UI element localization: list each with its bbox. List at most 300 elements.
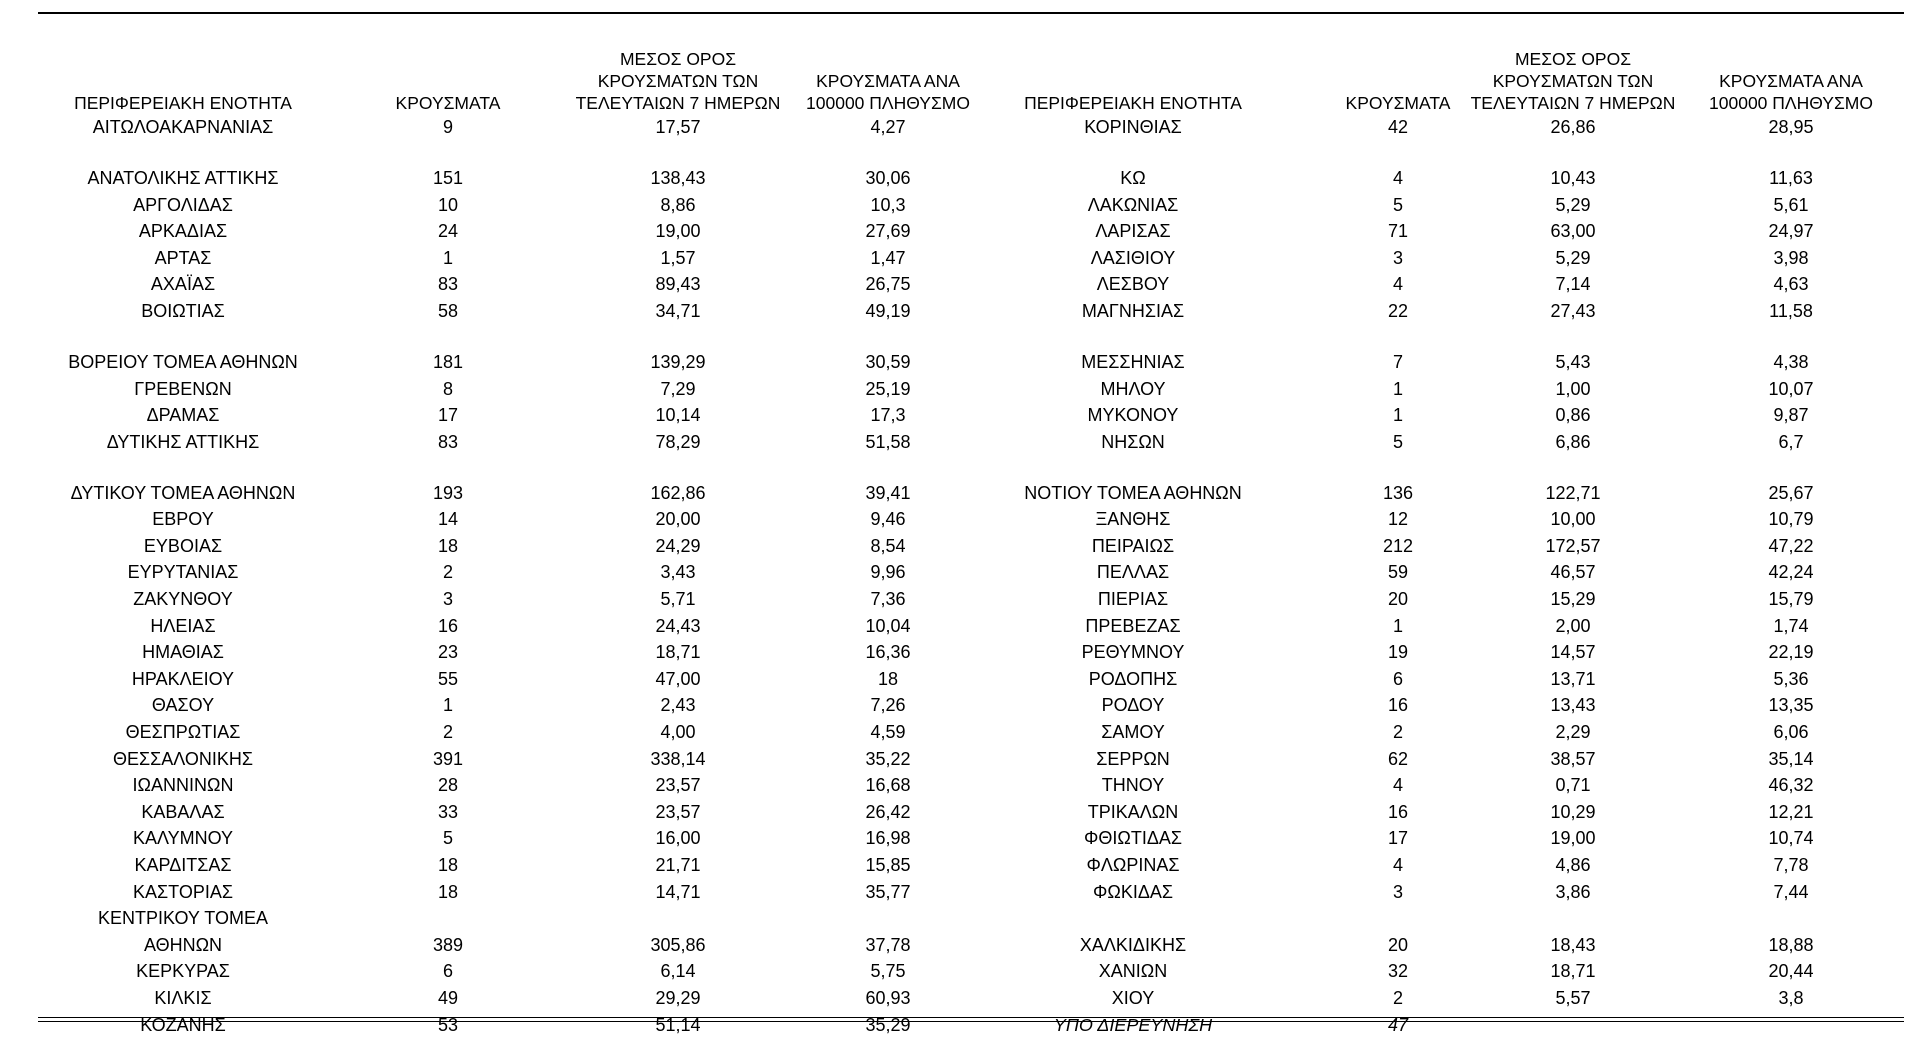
table-row xyxy=(38,932,1904,959)
cell-cases-left: 2 xyxy=(442,562,453,583)
cell-cases-right: 16 xyxy=(1387,801,1409,822)
table-row xyxy=(38,746,1904,773)
cell-cases-right: 4 xyxy=(1392,167,1403,188)
cell-avg7-left: 138,43 xyxy=(650,167,706,188)
cell-avg7-left: 51,14 xyxy=(655,1014,701,1035)
cell-region-left: ΕΒΡΟΥ xyxy=(152,509,214,530)
cell-per100k-left: 26,42 xyxy=(865,801,911,822)
table-row xyxy=(38,1012,1904,1038)
table-body xyxy=(38,114,1904,1038)
cell-avg7-left: 5,71 xyxy=(660,589,696,610)
cell-cases-left: 3 xyxy=(442,589,453,610)
cell-avg7-right: 2,00 xyxy=(1555,615,1591,636)
cell-cases-right: 47 xyxy=(1387,1014,1409,1035)
cell-avg7-left: 16,00 xyxy=(655,828,701,849)
cell-cases-right: 17 xyxy=(1387,828,1409,849)
cell-region-left: ΑΙΤΩΛΟΑΚΑΡΝΑΝΙΑΣ xyxy=(92,117,274,137)
cell-per100k-left: 37,78 xyxy=(865,934,911,955)
cell-per100k-right: 10,74 xyxy=(1768,828,1814,849)
cell-region-left: ΚΕΡΚΥΡΑΣ xyxy=(136,961,230,982)
cell-region-right: ΛΕΣΒΟΥ xyxy=(1096,274,1170,295)
cell-region-left: ΚΑΣΤΟΡΙΑΣ xyxy=(133,881,233,902)
cell-region-left: ΑΘΗΝΩΝ xyxy=(143,934,223,955)
cell-cases-right: 16 xyxy=(1387,695,1409,716)
cell-cases-left: 28 xyxy=(437,775,459,796)
header-cases-left: ΚΡΟΥΣΜΑΤΑ xyxy=(395,93,501,113)
cell-per100k-right xyxy=(1678,905,1904,932)
cell-cases-left: 49 xyxy=(437,987,459,1008)
cell-per100k-left: 10,04 xyxy=(865,615,911,636)
table-row xyxy=(38,825,1904,852)
table-row xyxy=(38,192,1904,219)
cell-per100k-left: 49,19 xyxy=(865,300,911,321)
cell-region-left: ΚΙΛΚΙΣ xyxy=(154,987,212,1008)
cell-region-left: ΚΟΖΑΝΗΣ xyxy=(140,1014,226,1035)
cell-per100k-left: 17,3 xyxy=(870,405,906,426)
cell-avg7-right: 13,43 xyxy=(1550,695,1596,716)
cell-cases-left: 83 xyxy=(437,431,459,452)
cell-cases-right: 3 xyxy=(1392,881,1403,902)
cell-avg7-right: 122,71 xyxy=(1545,482,1601,503)
cell-region-left: ΔΥΤΙΚΗΣ ΑΤΤΙΚΗΣ xyxy=(106,431,260,452)
cell-cases-right: 4 xyxy=(1392,274,1403,295)
cell-avg7-right: 13,71 xyxy=(1550,668,1596,689)
cell-region-left: ΗΡΑΚΛΕΙΟΥ xyxy=(131,668,235,689)
cell-region-left: ΚΑΛΥΜΝΟΥ xyxy=(132,828,234,849)
cell-per100k-left: 30,06 xyxy=(865,167,911,188)
table-row xyxy=(38,905,1904,932)
cell-cases-left: 23 xyxy=(437,642,459,663)
cell-avg7-right: 10,43 xyxy=(1550,167,1596,188)
cell-region-left: ΔΡΑΜΑΣ xyxy=(146,405,220,426)
cell-per100k-left: 5,75 xyxy=(870,961,906,982)
cell-cases-right: 1 xyxy=(1392,405,1403,426)
cell-region-right: ΠΕΙΡΑΙΩΣ xyxy=(1091,535,1175,556)
cell-per100k-right: 4,63 xyxy=(1773,274,1809,295)
cell-region-left: ΑΡΤΑΣ xyxy=(154,247,212,268)
cell-avg7-right: 4,86 xyxy=(1555,855,1591,876)
cell-per100k-right: 11,63 xyxy=(1769,167,1813,188)
cell-cases-right: 42 xyxy=(1387,117,1409,137)
cell-region-left: ΚΕΝΤΡΙΚΟΥ ΤΟΜΕΑ xyxy=(98,908,268,929)
cell-region-right: ΝΗΣΩΝ xyxy=(1101,431,1165,452)
cell-avg7-right: 0,71 xyxy=(1555,775,1591,796)
cell-avg7-left: 19,00 xyxy=(655,221,701,242)
cell-avg7-right xyxy=(1468,1012,1678,1038)
table-row xyxy=(38,666,1904,693)
table-row xyxy=(38,376,1904,403)
cell-per100k-left xyxy=(788,905,988,932)
cell-cases-right: 4 xyxy=(1392,855,1403,876)
cell-region-right: ΛΑΚΩΝΙΑΣ xyxy=(1087,194,1179,215)
cell-region-right: ΤΗΝΟΥ xyxy=(1101,775,1165,796)
cell-avg7-left: 338,14 xyxy=(650,748,706,769)
cell-per100k-right: 22,19 xyxy=(1768,642,1814,663)
table-row xyxy=(38,799,1904,826)
cell-avg7-right: 2,29 xyxy=(1555,722,1591,743)
cell-region-left: ΑΧΑΪΑΣ xyxy=(150,274,216,295)
cell-per100k-right: 25,67 xyxy=(1768,482,1814,503)
cell-region-right xyxy=(988,905,1278,932)
cell-avg7-left: 78,29 xyxy=(655,431,701,452)
cell-avg7-right: 15,29 xyxy=(1550,589,1596,610)
cell-avg7-left: 21,71 xyxy=(655,855,701,876)
cell-per100k-left: 16,98 xyxy=(865,828,911,849)
cell-avg7-left: 10,14 xyxy=(655,405,701,426)
cell-per100k-left: 26,75 xyxy=(865,274,911,295)
cell-region-right: ΧΑΝΙΩΝ xyxy=(1098,961,1168,982)
table-row xyxy=(38,719,1904,746)
cell-region-left: ΒΟΡΕΙΟΥ ΤΟΜΕΑ ΑΘΗΝΩΝ xyxy=(68,351,298,372)
table-row xyxy=(38,772,1904,799)
table-row xyxy=(38,114,1904,141)
cell-avg7-left: 23,57 xyxy=(655,801,701,822)
cell-cases-left: 83 xyxy=(437,274,459,295)
cell-avg7-right: 26,86 xyxy=(1550,117,1596,137)
table-row xyxy=(38,165,1904,192)
cell-region-left: ΘΑΣΟΥ xyxy=(151,695,215,716)
cell-avg7-left: 305,86 xyxy=(650,934,706,955)
cell-per100k-left: 16,68 xyxy=(865,775,911,796)
cell-region-right: ΧΑΛΚΙΔΙΚΗΣ xyxy=(1079,934,1187,955)
cell-cases-left: 391 xyxy=(432,748,464,769)
table-row xyxy=(38,298,1904,325)
cell-per100k-left: 9,46 xyxy=(870,509,906,530)
cell-region-right: ΠΡΕΒΕΖΑΣ xyxy=(1085,615,1181,636)
cell-per100k-right: 11,58 xyxy=(1769,300,1813,321)
cell-per100k-left: 7,36 xyxy=(870,589,906,610)
cell-cases-left: 18 xyxy=(437,881,459,902)
cell-avg7-right: 7,14 xyxy=(1555,274,1591,295)
table-row xyxy=(38,692,1904,719)
cell-region-right: ΡΟΔΟΠΗΣ xyxy=(1088,668,1178,689)
cell-per100k-right xyxy=(1678,1012,1904,1038)
cell-cases-left: 193 xyxy=(432,482,464,503)
cell-region-left: ΑΡΚΑΔΙΑΣ xyxy=(138,221,228,242)
cell-per100k-right: 3,8 xyxy=(1778,987,1804,1008)
cell-cases-left: 10 xyxy=(437,194,459,215)
cell-per100k-left: 18 xyxy=(877,668,899,689)
table-row xyxy=(38,271,1904,298)
cell-cases-left: 18 xyxy=(437,535,459,556)
cell-region-right: ΥΠΟ ΔΙΕΡΕΥΝΗΣΗ xyxy=(1053,1014,1213,1035)
cell-region-right: ΦΛΩΡΙΝΑΣ xyxy=(1086,855,1180,876)
cell-region-right: ΦΩΚΙΔΑΣ xyxy=(1093,881,1173,902)
cell-cases-right: 19 xyxy=(1387,642,1409,663)
cell-avg7-right: 3,86 xyxy=(1555,881,1591,902)
cell-region-right: ΞΑΝΘΗΣ xyxy=(1095,509,1171,530)
cell-cases-left: 5 xyxy=(442,828,453,849)
table-row xyxy=(38,533,1904,560)
cell-avg7-right: 5,43 xyxy=(1555,351,1591,372)
cell-cases-right: 5 xyxy=(1392,431,1403,452)
cell-cases-right: 4 xyxy=(1392,775,1403,796)
cell-region-left: ΙΩΑΝΝΙΝΩΝ xyxy=(132,775,234,796)
cell-cases-left: 17 xyxy=(437,405,459,426)
cell-avg7-right: 10,29 xyxy=(1550,801,1596,822)
cell-region-left: ΗΛΕΙΑΣ xyxy=(150,615,216,636)
cell-per100k-right: 13,35 xyxy=(1768,695,1814,716)
cell-region-left: ΘΕΣΠΡΩΤΙΑΣ xyxy=(125,722,241,743)
cell-avg7-left: 1,57 xyxy=(660,247,696,268)
cell-avg7-left: 17,57 xyxy=(655,117,701,137)
cell-cases-right: 12 xyxy=(1387,509,1409,530)
cell-avg7-right xyxy=(1468,905,1678,932)
cell-region-right: ΤΡΙΚΑΛΩΝ xyxy=(1087,801,1179,822)
cell-cases-right: 22 xyxy=(1387,300,1409,321)
cell-cases-right: 212 xyxy=(1382,535,1414,556)
cell-region-right: ΡΟΔΟΥ xyxy=(1101,695,1165,716)
cell-avg7-left: 3,43 xyxy=(660,562,696,583)
cell-per100k-right: 7,44 xyxy=(1773,881,1809,902)
cell-per100k-right: 1,74 xyxy=(1773,615,1809,636)
cell-avg7-left: 34,71 xyxy=(655,300,701,321)
cell-avg7-right: 5,29 xyxy=(1555,247,1591,268)
header-avg7-left: ΜΕΣΟΣ ΟΡΟΣ ΚΡΟΥΣΜΑΤΩΝ ΤΩΝ ΤΕΛΕΥΤΑΙΩΝ 7 ΗΜΕΡΩΝ xyxy=(575,49,781,113)
table-row xyxy=(38,879,1904,906)
cell-region-right: ΚΟΡΙΝΘΙΑΣ xyxy=(1084,117,1182,137)
cell-cases-right: 59 xyxy=(1387,562,1409,583)
cell-per100k-right: 10,07 xyxy=(1768,378,1814,399)
cell-cases-left: 16 xyxy=(437,615,459,636)
cell-avg7-left: 47,00 xyxy=(655,668,701,689)
cell-region-right: ΠΕΛΛΑΣ xyxy=(1096,562,1170,583)
cell-cases-left: 151 xyxy=(432,167,464,188)
cell-cases-left: 55 xyxy=(437,668,459,689)
cell-per100k-right: 18,88 xyxy=(1768,934,1814,955)
table-row xyxy=(38,245,1904,272)
table-row xyxy=(38,985,1904,1012)
cell-avg7-right: 18,43 xyxy=(1550,934,1596,955)
table-row xyxy=(38,639,1904,666)
spacer-row xyxy=(38,141,1904,165)
cell-per100k-right: 20,44 xyxy=(1768,961,1814,982)
cell-avg7-right: 1,00 xyxy=(1555,378,1591,399)
cell-avg7-right: 27,43 xyxy=(1550,300,1596,321)
cell-per100k-left: 8,54 xyxy=(870,535,906,556)
cell-avg7-right: 5,29 xyxy=(1555,194,1591,215)
cell-cases-left: 53 xyxy=(437,1014,459,1035)
cell-per100k-right: 6,7 xyxy=(1778,431,1804,452)
cell-avg7-left: 7,29 xyxy=(660,378,696,399)
cell-cases-left: 1 xyxy=(442,247,453,268)
cell-cases-right: 1 xyxy=(1392,378,1403,399)
cell-avg7-right: 5,57 xyxy=(1555,987,1591,1008)
cell-avg7-left: 14,71 xyxy=(655,881,701,902)
cell-per100k-right: 10,79 xyxy=(1768,509,1814,530)
cell-cases-left: 1 xyxy=(442,695,453,716)
cell-per100k-right: 6,06 xyxy=(1773,722,1809,743)
cell-per100k-left: 39,41 xyxy=(865,482,911,503)
cell-per100k-left: 30,59 xyxy=(865,351,911,372)
table-row xyxy=(38,429,1904,456)
cell-per100k-left: 16,36 xyxy=(865,642,911,663)
cell-region-left: ΑΝΑΤΟΛΙΚΗΣ ΑΤΤΙΚΗΣ xyxy=(87,167,279,188)
cell-cases-right: 2 xyxy=(1392,987,1403,1008)
cell-cases-left: 24 xyxy=(437,221,459,242)
cell-region-left: ΑΡΓΟΛΙΔΑΣ xyxy=(133,194,233,215)
cell-region-right: ΚΩ xyxy=(1120,167,1146,188)
cell-region-left: ΕΥΡΥΤΑΝΙΑΣ xyxy=(127,562,239,583)
cell-avg7-right: 6,86 xyxy=(1555,431,1591,452)
cell-region-right: ΧΙΟΥ xyxy=(1111,987,1155,1008)
cell-region-left: ΖΑΚΥΝΘΟΥ xyxy=(133,589,233,610)
cell-avg7-right: 0,86 xyxy=(1555,405,1591,426)
cell-avg7-right: 19,00 xyxy=(1550,828,1596,849)
cell-avg7-right: 172,57 xyxy=(1545,535,1601,556)
cell-region-right: ΛΑΣΙΘΙΟΥ xyxy=(1090,247,1176,268)
cell-region-left: ΘΕΣΣΑΛΟΝΙΚΗΣ xyxy=(112,748,254,769)
cell-region-right: ΝΟΤΙΟΥ ΤΟΜΕΑ ΑΘΗΝΩΝ xyxy=(1024,482,1242,503)
cell-region-right: ΜΕΣΣΗΝΙΑΣ xyxy=(1081,351,1185,372)
covid-regional-table xyxy=(38,12,1904,1035)
top-rule xyxy=(38,12,1904,14)
cell-region-right: ΣΑΜΟΥ xyxy=(1101,722,1165,743)
table-row xyxy=(38,218,1904,245)
cell-per100k-left: 7,26 xyxy=(870,695,906,716)
cell-avg7-left: 29,29 xyxy=(655,987,701,1008)
cell-cases-right: 71 xyxy=(1387,221,1409,242)
cell-cases-left: 181 xyxy=(432,351,464,372)
cell-per100k-left: 51,58 xyxy=(865,431,911,452)
table-row xyxy=(38,506,1904,533)
spacer-row xyxy=(38,455,1904,479)
cell-per100k-right: 7,78 xyxy=(1773,855,1809,876)
cell-region-left: ΒΟΙΩΤΙΑΣ xyxy=(141,300,225,321)
table-row xyxy=(38,852,1904,879)
cell-region-right: ΜΗΛΟΥ xyxy=(1100,378,1166,399)
cell-cases-left xyxy=(328,905,568,932)
cell-region-right: ΣΕΡΡΩΝ xyxy=(1096,748,1170,769)
cell-cases-left: 33 xyxy=(437,801,459,822)
cell-per100k-right: 4,38 xyxy=(1773,351,1809,372)
cell-cases-right: 3 xyxy=(1392,247,1403,268)
cell-per100k-right: 15,79 xyxy=(1768,589,1814,610)
cell-avg7-left: 4,00 xyxy=(660,722,696,743)
table-row xyxy=(38,480,1904,507)
cell-cases-left: 58 xyxy=(437,300,459,321)
cell-region-right: ΠΙΕΡΙΑΣ xyxy=(1097,589,1169,610)
cell-region-left: ΕΥΒΟΙΑΣ xyxy=(143,535,223,556)
bottom-rule xyxy=(38,1017,1904,1022)
cell-avg7-left: 24,43 xyxy=(655,615,701,636)
header-cases-right: ΚΡΟΥΣΜΑΤΑ xyxy=(1345,93,1451,113)
cell-region-right: ΜΑΓΝΗΣΙΑΣ xyxy=(1081,300,1185,321)
cell-cases-right: 7 xyxy=(1392,351,1403,372)
table-row xyxy=(38,613,1904,640)
cell-avg7-right: 18,71 xyxy=(1550,961,1596,982)
cell-cases-right: 136 xyxy=(1382,482,1414,503)
cell-per100k-left: 4,27 xyxy=(870,117,906,137)
cell-per100k-left: 60,93 xyxy=(865,987,911,1008)
cell-per100k-left: 1,47 xyxy=(870,247,906,268)
header-per100k-left: ΚΡΟΥΣΜΑΤΑ ΑΝΑ 100000 ΠΛΗΘΥΣΜΟ xyxy=(806,71,970,113)
cell-region-left: ΗΜΑΘΙΑΣ xyxy=(142,642,224,663)
cell-region-left: ΔΥΤΙΚΟΥ ΤΟΜΕΑ ΑΘΗΝΩΝ xyxy=(70,482,296,503)
cell-cases-left: 9 xyxy=(442,117,453,137)
cell-cases-right: 20 xyxy=(1387,589,1409,610)
cell-avg7-left xyxy=(568,905,788,932)
header-avg7-right: ΜΕΣΟΣ ΟΡΟΣ ΚΡΟΥΣΜΑΤΩΝ ΤΩΝ ΤΕΛΕΥΤΑΙΩΝ 7 ΗΜΕΡΩΝ xyxy=(1470,49,1676,113)
cell-per100k-left: 27,69 xyxy=(865,221,911,242)
cell-cases-right: 62 xyxy=(1387,748,1409,769)
cell-per100k-left: 15,85 xyxy=(865,855,911,876)
header-region-left: ΠΕΡΙΦΕΡΕΙΑΚΗ ΕΝΟΤΗΤΑ xyxy=(74,93,292,113)
cell-per100k-right: 5,61 xyxy=(1773,194,1809,215)
table-row xyxy=(38,402,1904,429)
cell-avg7-left: 8,86 xyxy=(660,194,696,215)
cell-cases-left: 6 xyxy=(442,961,453,982)
cell-cases-right: 6 xyxy=(1392,668,1403,689)
cell-avg7-left: 162,86 xyxy=(650,482,706,503)
table-row xyxy=(38,586,1904,613)
cell-avg7-left: 2,43 xyxy=(660,695,696,716)
cell-avg7-left: 18,71 xyxy=(655,642,701,663)
spacer-row xyxy=(38,325,1904,349)
cell-per100k-left: 9,96 xyxy=(870,562,906,583)
cell-per100k-right: 12,21 xyxy=(1768,801,1814,822)
cell-cases-left: 2 xyxy=(442,722,453,743)
cell-per100k-right: 3,98 xyxy=(1773,247,1809,268)
cell-avg7-left: 24,29 xyxy=(655,535,701,556)
cell-per100k-right: 5,36 xyxy=(1773,668,1809,689)
cell-region-left: ΓΡΕΒΕΝΩΝ xyxy=(134,378,232,399)
cell-cases-left: 389 xyxy=(432,934,464,955)
cell-per100k-right: 35,14 xyxy=(1768,748,1814,769)
cell-avg7-right: 63,00 xyxy=(1550,221,1596,242)
cell-avg7-right: 46,57 xyxy=(1550,562,1596,583)
table-row xyxy=(38,349,1904,376)
table-header xyxy=(38,32,1904,114)
cell-region-right: ΦΘΙΩΤΙΔΑΣ xyxy=(1084,828,1182,849)
cell-per100k-right: 9,87 xyxy=(1773,405,1809,426)
cell-cases-left: 18 xyxy=(437,855,459,876)
cell-per100k-right: 28,95 xyxy=(1768,117,1814,137)
cell-region-right: ΜΥΚΟΝΟΥ xyxy=(1087,405,1179,426)
cell-avg7-left: 6,14 xyxy=(660,961,696,982)
cell-per100k-right: 42,24 xyxy=(1768,562,1814,583)
cell-per100k-left: 25,19 xyxy=(865,378,911,399)
cell-cases-left: 14 xyxy=(437,509,459,530)
cell-per100k-right: 24,97 xyxy=(1768,221,1814,242)
cell-avg7-left: 20,00 xyxy=(655,509,701,530)
cell-per100k-right: 47,22 xyxy=(1768,535,1814,556)
cell-region-right: ΡΕΘΥΜΝΟΥ xyxy=(1081,642,1185,663)
cell-cases-right: 20 xyxy=(1387,934,1409,955)
table-row xyxy=(38,958,1904,985)
cell-avg7-right: 38,57 xyxy=(1550,748,1596,769)
cell-region-right: ΛΑΡΙΣΑΣ xyxy=(1095,221,1171,242)
cell-avg7-right: 14,57 xyxy=(1550,642,1596,663)
cell-avg7-right: 10,00 xyxy=(1550,509,1596,530)
cell-per100k-right: 46,32 xyxy=(1768,775,1814,796)
cell-avg7-left: 89,43 xyxy=(655,274,701,295)
cell-per100k-left: 35,22 xyxy=(865,748,911,769)
cell-cases-right: 2 xyxy=(1392,722,1403,743)
cell-region-left: ΚΑΡΔΙΤΣΑΣ xyxy=(134,855,232,876)
cell-per100k-left: 4,59 xyxy=(870,722,906,743)
cell-per100k-left: 35,77 xyxy=(865,881,911,902)
cell-avg7-left: 23,57 xyxy=(655,775,701,796)
cell-cases-left: 8 xyxy=(442,378,453,399)
cell-per100k-left: 10,3 xyxy=(870,194,906,215)
header-region-right: ΠΕΡΙΦΕΡΕΙΑΚΗ ΕΝΟΤΗΤΑ xyxy=(1024,93,1242,113)
table-row xyxy=(38,559,1904,586)
cell-region-left: ΚΑΒΑΛΑΣ xyxy=(141,801,225,822)
cell-cases-right: 1 xyxy=(1392,615,1403,636)
cell-cases-right: 5 xyxy=(1392,194,1403,215)
header-per100k-right: ΚΡΟΥΣΜΑΤΑ ΑΝΑ 100000 ΠΛΗΘΥΣΜΟ xyxy=(1709,71,1873,113)
